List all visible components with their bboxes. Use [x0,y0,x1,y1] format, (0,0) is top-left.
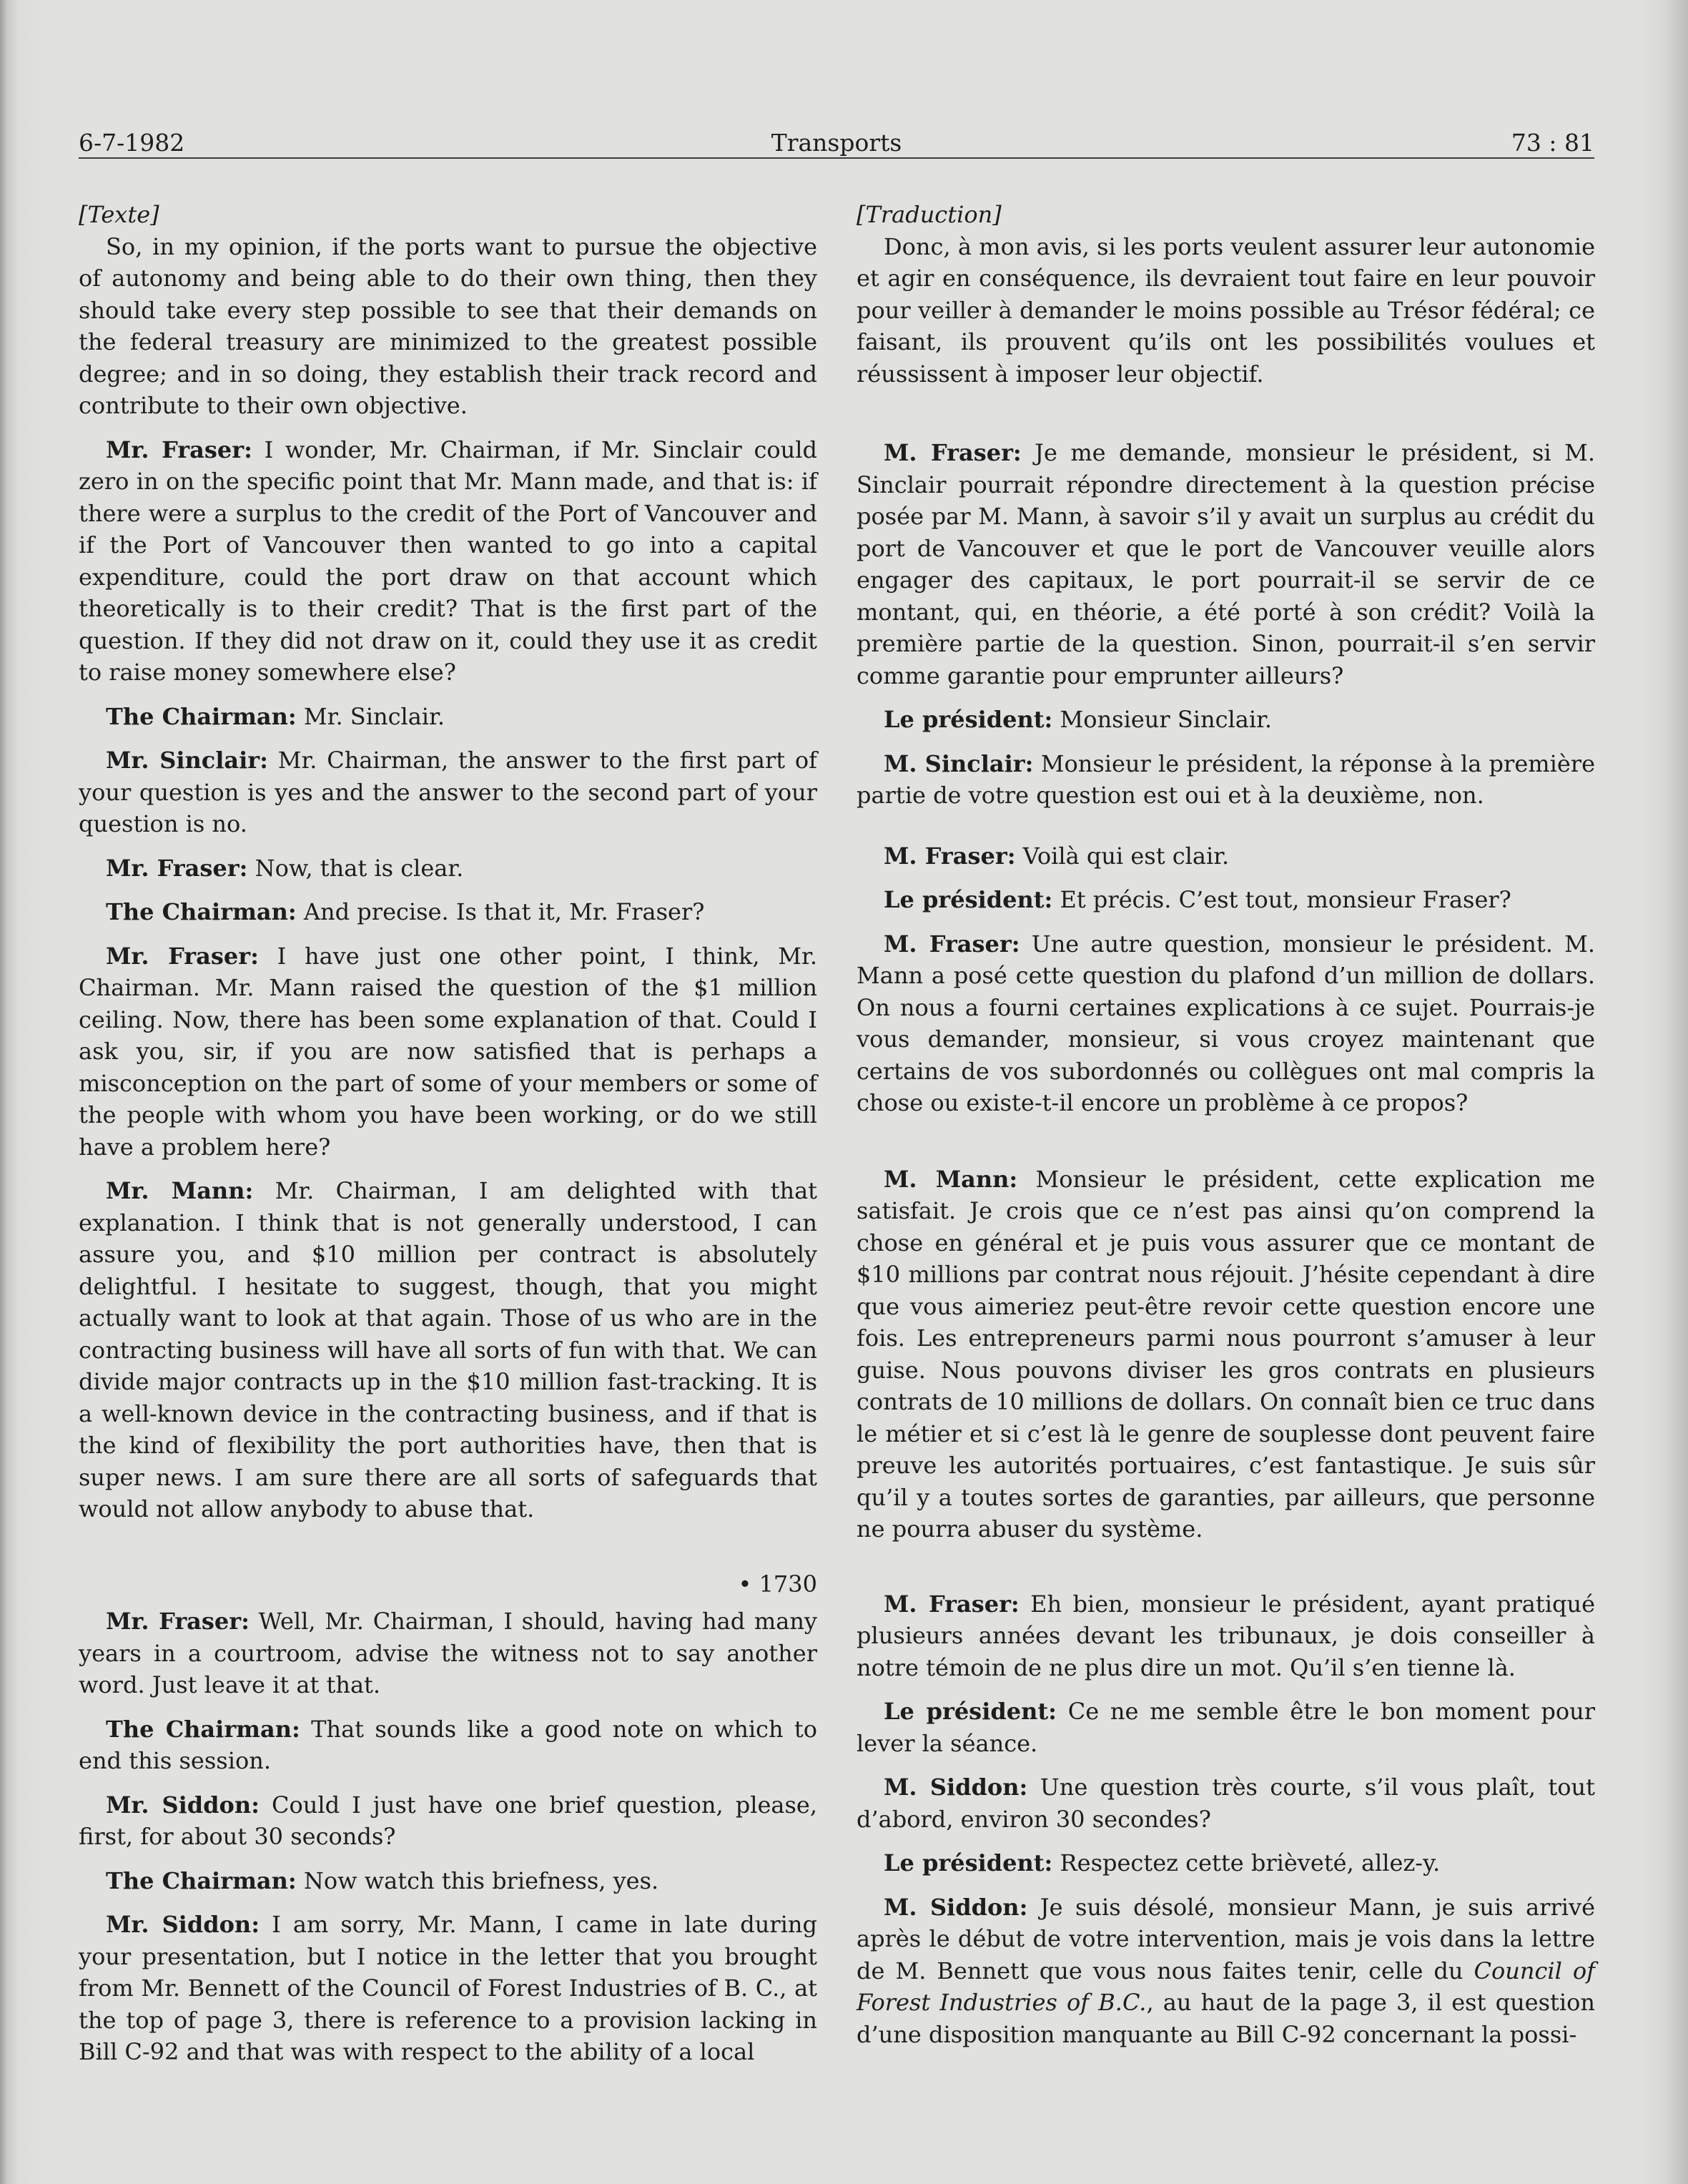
paragraph-text: Well, Mr. Chairman, I should, having had many years in a courtroom, advise the witness not to say another word. Just leave it at that. [79,1608,818,1698]
paragraph [79,852,817,885]
header-date: 6-7-1982 [79,129,185,157]
time-marker: • 1730 [738,1570,817,1598]
header-title: Transports [771,129,902,157]
speaker: Mr. Fraser: [106,942,259,970]
paragraph-text: Monsieur le président, la réponse à la première partie de votre question est oui et à la deuxième, non. [857,749,1596,809]
paragraph [857,748,1595,812]
paragraph [857,1771,1595,1835]
paragraph-text: Ce ne me semble être le bon moment pour lever la séance. [857,1698,1596,1757]
speaker: Mr. Fraser: [106,854,248,882]
paragraph [79,1605,817,1701]
paragraph-text: Mr. Chairman, the answer to the first part of your question is yes and the answer to the second part of your question is no. [79,747,818,837]
speaker: Le président: [884,706,1053,733]
paragraph-text: I have just one other point, I think, Mr. Chairman. Mr. Mann raised the question of the $1 million ceiling. Now, there has been some explanation of that. Could I ask you, sir, if you are now satisfied that is perhaps a misconception on the part of some of your members or some of the people with whom you have been working, or do we still have a problem here? [79,942,818,1161]
paragraph [79,434,817,689]
paragraph [79,701,817,733]
speaker: Le président: [884,1849,1053,1876]
paragraph-text: , au haut de la page 3, il est question d’une disposition manquante au Bill C-92 concernant la possi- [857,1989,1595,2048]
paragraph [79,896,817,928]
speaker: The Chairman: [106,1866,297,1894]
paragraph [79,1909,817,2068]
paragraph-text: Donc, à mon avis, si les ports veulent assurer leur autonomie et agir en conséquence, ils devraient tout faire en leur pouvoir pour veiller à demander le moins possible au Trésor fédéral; ce faisant, ils prouvent qu’ils ont les possibilités voulues et réussissent à imposer leur objectif. [857,232,1595,388]
paragraph [79,940,817,1164]
paragraph [79,1713,817,1777]
speaker: M. Fraser: [884,1590,1020,1618]
speaker: The Chairman: [106,1715,300,1743]
speaker: Mr. Siddon: [106,1911,260,1938]
paragraph-text: That sounds like a good note on which to end this session. [79,1715,818,1774]
speaker: Le président: [884,1698,1057,1725]
paragraph [857,1588,1595,1684]
paragraph-text: Je me demande, monsieur le président, si M. Sinclair pourrait répondre directement à la question précise posée par M. Mann, à savoir s’il y avait un surplus au crédit du port de Vancouver et que le port de Vancouver veuille alors engager des capitaux, le port pourrait-il se servir de ce montant, qui, en théorie, a été porté à son crédit? Voilà la première partie de la question. Sinon, pourrait-il s’en servir comme garantie pour emprunter ailleurs? [857,439,1595,689]
speaker: Mr. Fraser: [106,1608,250,1635]
paragraph [857,437,1595,692]
paragraph-text: Now, that is clear. [247,854,464,882]
speaker: M. Fraser: [884,842,1016,870]
running-header [79,120,1594,159]
paragraph-text: So, in my opinion, if the ports want to pursue the objective of autonomy and being able to do their own thing, then they should take every step possible to see that their demands on the federal treasury are minimized to the greatest possible degree; and in so doing, they establish their track record and contribute to their own objective. [79,232,817,419]
french-column [857,199,1595,2062]
paragraph-text: Mr. Sinclair. [296,702,445,730]
paragraph-text: Mr. Chairman, I am delighted with that explanation. I think that is not generally understood, I can assure you, and $10 million per contract is absolutely delightful. I hesitate to suggest, though, that you might actually want to look at that again. Those of us who are in the contracting business will have all sorts of fun with that. We can divide major contracts up in the $10 million fast-tracking. It is a well-known device in the contracting business, and if that is the kind of flexibility the port authorities have, then that is super news. I am sure there are all sorts of safeguards that would not allow anybody to abuse that. [79,1177,818,1523]
paragraph-text: I am sorry, Mr. Mann, I came in late during your presentation, but I notice in the letter that you brought from Mr. Bennett of the Council of Forest Industries of B. C., at the top of page 3, there is reference to a provision lacking in Bill C-92 and that was with respect to the ability of a local [79,1911,818,2065]
speaker: M. Siddon: [884,1893,1028,1921]
paragraph-text: Monsieur le président, cette explication me satisfait. Je crois que ce n’est pas ainsi qu’on comprend la chose en général et je puis vous assurer que ce montant de $10 millions par contrat nous réjouit. J’hésite cependant à dire que vous aimeriez peut-être revoir cette question encore une fois. Les entrepreneurs parmi nous pourront s’amuser à leur guise. Nous pouvons diviser les gros contrats en plusieurs contrats de 10 millions de dollars. On connaît bien ce truc dans le métier et si c’est là le genre de souplesse dont peuvent faire preuve les autorités portuaires, c’est fantastique. Je suis sûr qu’il y a toutes sortes de garanties, par ailleurs, que personne ne pourra abuser du système. [857,1165,1596,1543]
speaker: The Chairman: [106,702,297,730]
speaker: M. Siddon: [884,1774,1028,1801]
speaker: The Chairman: [106,898,297,925]
paragraph-text: Respectez cette brièveté, allez-y. [1052,1849,1441,1876]
speaker: Mr. Fraser: [106,436,252,463]
header-page-number: 73 : 81 [1511,129,1594,157]
paragraph-text: Voilà qui est clair. [1015,842,1230,870]
speaker: M. Fraser: [884,439,1022,466]
english-tag: [Texte] [79,201,159,228]
paragraph [79,1789,817,1853]
paragraph [857,231,1595,390]
paragraph-text: Je suis désolé, monsieur Mann, je suis arrivé après le début de votre intervention, mais je vois dans la lettre de M. Bennett que vous nous faites tenir, celle du [857,1893,1596,1984]
speaker: M. Fraser: [884,930,1020,958]
paragraph-text: Une question très courte, s’il vous plaît, tout d’abord, environ 30 secondes? [857,1774,1596,1833]
paragraph [857,928,1595,1119]
french-tag: [Traduction] [857,201,1002,228]
paragraph [857,1696,1595,1759]
speaker: Mr. Siddon: [106,1791,260,1819]
paragraph [79,231,817,422]
paragraph [857,1847,1595,1879]
page-content [79,120,1596,2065]
paragraph [79,744,817,840]
paragraph [79,1175,817,1525]
paragraph [857,1892,1595,2051]
paragraph [79,1865,817,1897]
paragraph [857,884,1595,916]
speaker: M. Mann: [884,1165,1018,1193]
italic-organization: Council of Forest Industries of B.C. [857,1957,1596,2016]
paragraph-text: Could I just have one brief question, please, first, for about 30 seconds? [79,1791,818,1850]
paragraph [857,1164,1595,1545]
paragraph-text: I wonder, Mr. Chairman, if Mr. Sinclair could zero in on the specific point that Mr. Mann made, and that is: if there were a surplus to the credit of the Port of Vancouver and if the Port of Vancouver then wanted to go into a capital expenditure, could the port draw on that account which theoretically is to their credit? That is the first part of the question. If they did not draw on it, could they use it as credit to raise money somewhere else? [79,436,818,686]
speaker: Mr. Sinclair: [106,747,268,774]
paragraph-text: Eh bien, monsieur le président, ayant pratiqué plusieurs années devant les tribunaux, je dois conseiller à notre témoin de ne plus dire un mot. Qu’il s’en tienne là. [857,1590,1595,1681]
paragraph-text: Une autre question, monsieur le président. M. Mann a posé cette question du plafond d’un million de dollars. On nous a fourni certaines explications à ce sujet. Pourrais-je vous demander, monsieur, si vous croyez maintenant que certains de vos subordonnés ou collègues ont mal compris la chose ou existe-t-il encore un problème à ce propos? [857,930,1596,1116]
paragraph-text: Monsieur Sinclair. [1052,706,1273,733]
paragraph-text: And precise. Is that it, Mr. Fraser? [296,898,705,925]
paragraph [857,840,1595,872]
speaker: Le président: [884,886,1053,913]
english-column [79,199,817,2080]
paragraph [857,704,1595,736]
paragraph-text: Now watch this briefness, yes. [296,1866,659,1894]
speaker: Mr. Mann: [106,1177,254,1204]
paragraph-text: Et précis. C’est tout, monsieur Fraser? [1052,886,1511,913]
speaker: M. Sinclair: [884,749,1034,777]
